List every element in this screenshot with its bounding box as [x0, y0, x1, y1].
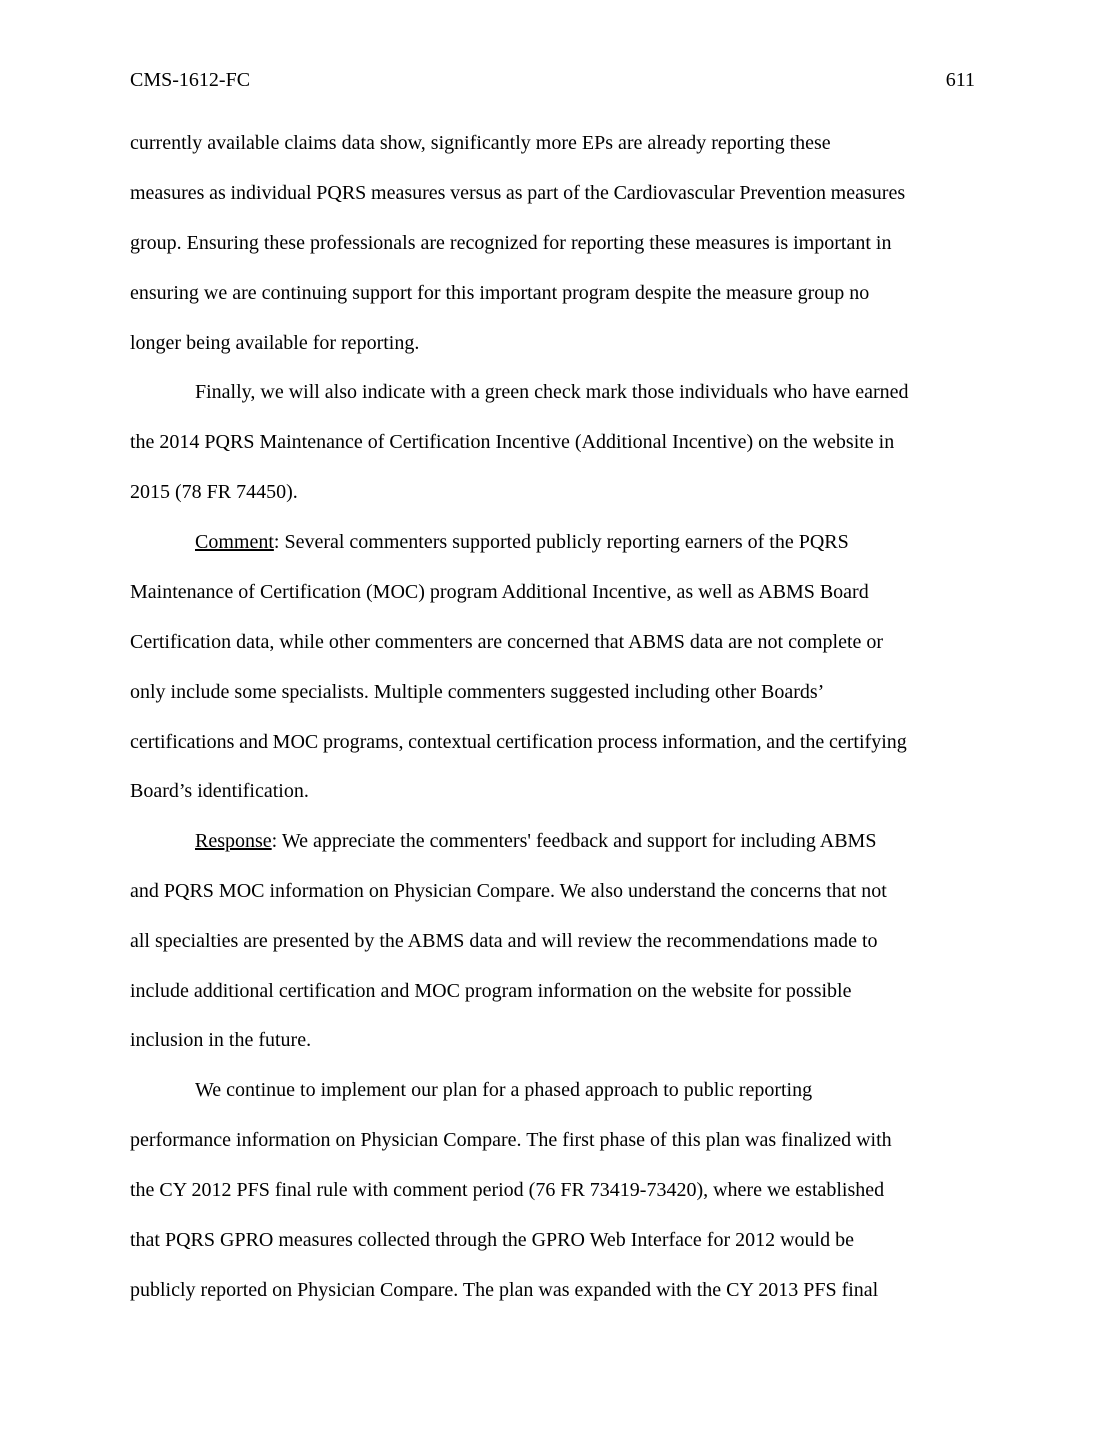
response-line — [195, 828, 876, 854]
text-line: all specialties are presented by the ABMS data and will review the recommendations made to — [130, 930, 878, 952]
text-line: that PQRS GPRO measures collected through the GPRO Web Interface for 2012 would be — [130, 1229, 854, 1251]
text-line: Board’s identification. — [130, 780, 309, 802]
text-line: include additional certification and MOC program information on the website for possible — [130, 980, 852, 1002]
text-line: certifications and MOC programs, contextual certification process information, and the certifying — [130, 731, 907, 753]
text-line: the 2014 PQRS Maintenance of Certification Incentive (Additional Incentive) on the website in — [130, 431, 895, 453]
text-line: measures as individual PQRS measures versus as part of the Cardiovascular Prevention measures — [130, 182, 906, 204]
text-line: 2015 (78 FR 74450). — [130, 481, 298, 503]
page-header — [130, 67, 975, 93]
text-line: currently available claims data show, significantly more EPs are already reporting these — [130, 132, 831, 154]
comment-label: Comment — [195, 531, 274, 553]
document-id: CMS-1612-FC — [130, 69, 251, 91]
text-line: longer being available for reporting. — [130, 332, 420, 354]
text-line: Certification data, while other commenters are concerned that ABMS data are not complete or — [130, 631, 884, 653]
page-number: 611 — [945, 69, 975, 91]
text-line: performance information on Physician Compare. The first phase of this plan was finalized with — [130, 1129, 892, 1151]
text-line: publicly reported on Physician Compare. The plan was expanded with the CY 2013 PFS final — [130, 1279, 879, 1301]
text-line: Finally, we will also indicate with a green check mark those individuals who have earned — [195, 381, 909, 403]
text-line: and PQRS MOC information on Physician Compare. We also understand the concerns that not — [130, 880, 887, 902]
response-label: Response — [195, 830, 272, 852]
text-line: group. Ensuring these professionals are recognized for reporting these measures is important in — [130, 232, 892, 254]
text-line: Maintenance of Certification (MOC) program Additional Incentive, as well as ABMS Board — [130, 581, 869, 603]
text-line: only include some specialists. Multiple commenters suggested including other Boards’ — [130, 681, 825, 703]
text-line: : Several commenters supported publicly reporting earners of the PQRS — [273, 531, 849, 553]
text-line: : We appreciate the commenters' feedback and support for including ABMS — [271, 830, 877, 852]
text-line: ensuring we are continuing support for this important program despite the measure group no — [130, 282, 870, 304]
text-line: the CY 2012 PFS final rule with comment period (76 FR 73419-73420), where we established — [130, 1179, 885, 1201]
text-line: We continue to implement our plan for a phased approach to public reporting — [195, 1079, 813, 1101]
text-line: inclusion in the future. — [130, 1029, 312, 1051]
comment-line — [195, 529, 849, 555]
